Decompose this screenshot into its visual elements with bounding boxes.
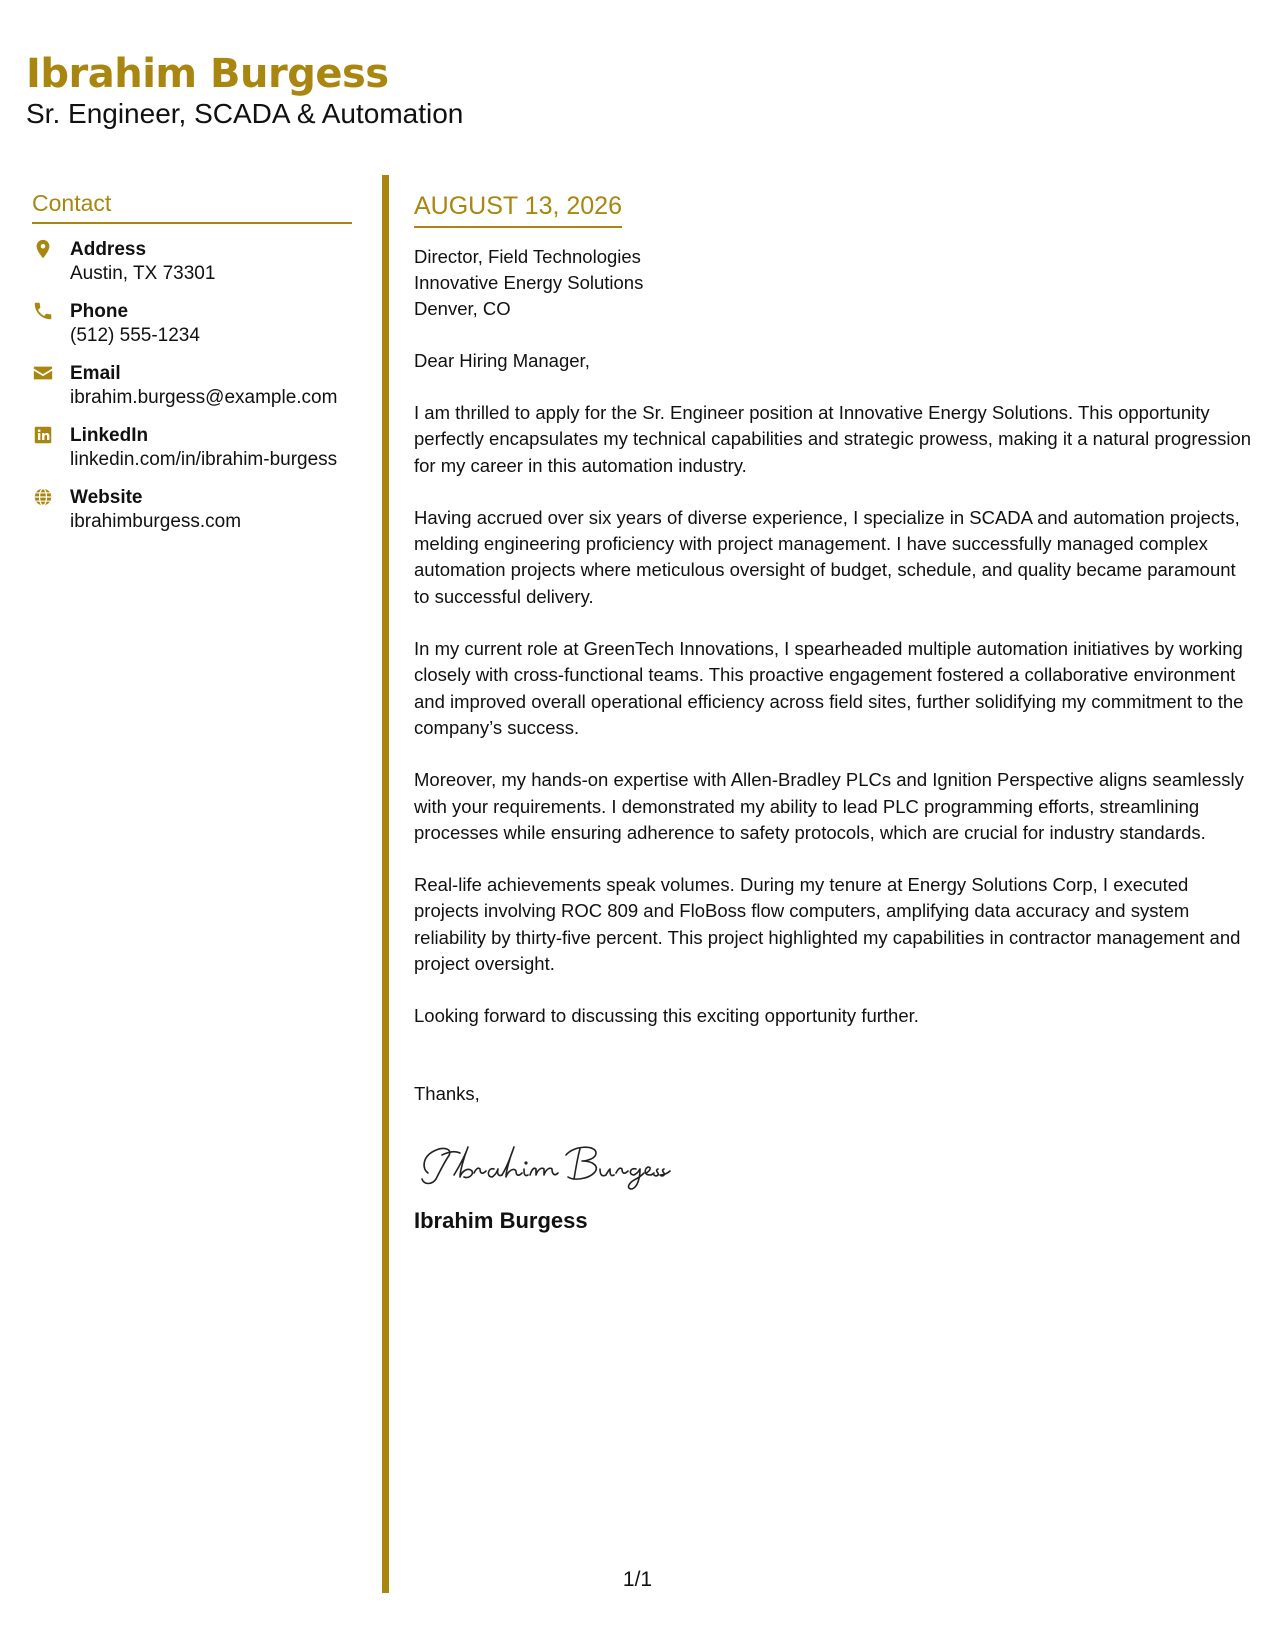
salutation: Dear Hiring Manager, xyxy=(414,350,590,371)
recipient-block xyxy=(414,244,1252,322)
contact-label-phone: Phone xyxy=(70,301,129,322)
body-paragraph: Having accrued over six years of diverse experience, I specialize in SCADA and automation projects, melding engineering proficiency with project management. I have successfully managed complex automation projects where meticulous oversight of budget, schedule, and quality became paramount to successful delivery. xyxy=(414,506,1240,607)
envelope-icon xyxy=(32,362,54,384)
contact-label-address: Address xyxy=(70,239,147,260)
contact-label-email: Email xyxy=(70,363,121,384)
contact-value-email[interactable]: ibrahim.burgess@example.com xyxy=(70,387,338,408)
signer-name: Ibrahim Burgess xyxy=(414,1208,588,1234)
phone-icon xyxy=(32,300,54,322)
column-divider xyxy=(382,175,389,1593)
signoff: Thanks, xyxy=(414,1083,480,1105)
contact-label-website: Website xyxy=(70,487,143,508)
contact-label-linkedin: LinkedIn xyxy=(70,425,149,446)
applicant-job-title: Sr. Engineer, SCADA & Automation xyxy=(26,98,464,129)
contact-item-email xyxy=(32,362,352,410)
contact-value-website[interactable]: ibrahimburgess.com xyxy=(70,511,242,532)
map-pin-icon xyxy=(32,238,54,260)
letter-date: AUGUST 13, 2026 xyxy=(414,190,622,228)
contact-value-phone[interactable]: (512) 555-1234 xyxy=(70,325,200,346)
contact-sidebar xyxy=(32,188,352,548)
letter-body xyxy=(414,190,1252,1235)
contact-item-phone xyxy=(32,300,352,348)
recipient-location: Denver, CO xyxy=(414,298,511,319)
handwritten-signature xyxy=(414,1135,1252,1195)
page-number xyxy=(0,1567,1275,1593)
body-paragraph: In my current role at GreenTech Innovations, I spearheaded multiple automation initiatives by working closely with cross-functional teams. This proactive engagement fostered a collaborative environment and improved overall operational efficiency across field sites, further solidifying my commitment to the company’s success. xyxy=(414,638,1244,738)
contact-item-linkedin xyxy=(32,424,352,472)
closing-line: Looking forward to discussing this exciting opportunity further. xyxy=(414,1005,919,1027)
letter-header xyxy=(26,48,463,130)
signature-image xyxy=(414,1135,674,1195)
body-paragraph: Real-life achievements speak volumes. During my tenure at Energy Solutions Corp, I executed projects involving ROC 809 and FloBoss flow computers, amplifying data accuracy and system reliability by thirty-five percent. This project highlighted my capabilities in contractor management and project oversight. xyxy=(414,874,1241,975)
applicant-name: Ibrahim Burgess xyxy=(26,51,389,97)
globe-icon xyxy=(32,486,54,508)
contact-value-linkedin[interactable]: linkedin.com/in/ibrahim-burgess xyxy=(70,449,338,470)
body-paragraph: Moreover, my hands-on expertise with Allen-Bradley PLCs and Ignition Perspective aligns seamlessly with your requirements. I demonstrated my ability to lead PLC programming efforts, streamlining processes while ensuring adherence to safety protocols, which are crucial for industry standards. xyxy=(414,769,1244,843)
recipient-company: Innovative Energy Solutions xyxy=(414,272,644,293)
linkedin-icon xyxy=(32,424,54,446)
contact-item-address xyxy=(32,238,352,286)
contact-heading: Contact xyxy=(32,188,352,224)
recipient-title: Director, Field Technologies xyxy=(414,246,641,267)
contact-value-address: Austin, TX 73301 xyxy=(70,263,216,284)
page-number-text: 1/1 xyxy=(622,1568,653,1591)
contact-item-website xyxy=(32,486,352,534)
body-paragraph: I am thrilled to apply for the Sr. Engineer position at Innovative Energy Solutions. This opportunity perfectly encapsulates my technical capabilities and strategic prowess, making it a natural progression for my career in this automation industry. xyxy=(414,402,1252,476)
contact-list xyxy=(32,238,352,534)
